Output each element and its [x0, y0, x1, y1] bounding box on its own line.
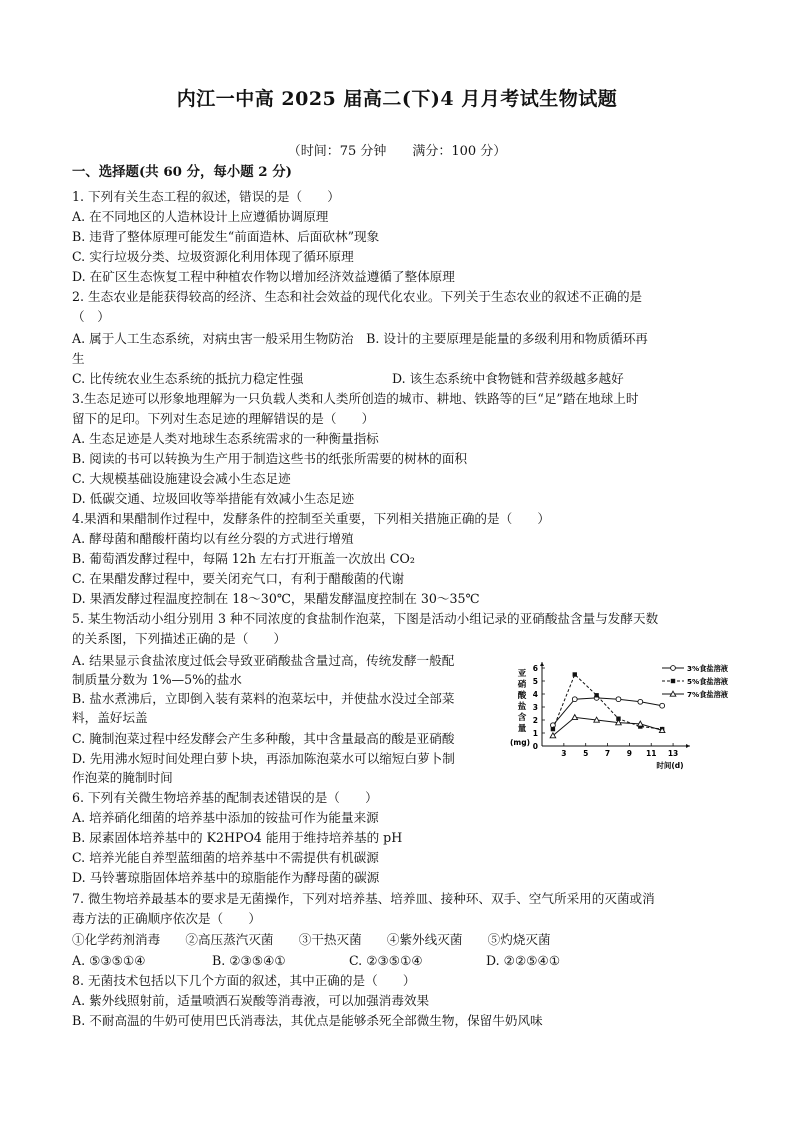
q4-option-a: A. 酵母菌和醋酸杆菌均以有丝分裂的方式进行增殖 — [72, 531, 354, 546]
q2-stem: 2. 生态农业是能获得较高的经济、生态和社会效益的现代化农业。下列关于生态农业的叙述不正确的是 — [72, 289, 643, 304]
y-tick-label: 2 — [532, 716, 538, 725]
q7-stem-cont: 毒方法的正确顺序依次是（ ） — [72, 911, 261, 926]
y-axis-label-4: 盐 — [517, 702, 527, 712]
q8-option-a: A. 紫外线照射前，适量喷洒石炭酸等消毒液，可以加强消毒效果 — [72, 993, 430, 1008]
legend-marker — [671, 679, 675, 683]
q2-option-ab-cont: 生 — [72, 351, 85, 366]
x-tick-label: 11 — [646, 749, 657, 758]
q4-option-d: D. 果酒发酵过程温度控制在 18～30℃，果醋发酵温度控制在 30～35℃ — [72, 591, 480, 606]
y-tick-label: 1 — [532, 729, 538, 738]
x-tick-label: 5 — [583, 749, 589, 758]
y-tick-label: 0 — [532, 742, 538, 751]
exam-info: （时间：75 分钟 满分：100 分） — [287, 144, 507, 159]
q6-option-d: D. 马铃薯琼脂固体培养基中的琼脂能作为酵母菌的碳源 — [72, 870, 380, 885]
section-heading: 一、选择题(共 60 分，每小题 2 分) — [72, 164, 292, 180]
y-axis-arrow — [540, 662, 544, 666]
q3-option-b: B. 阅读的书可以转换为生产用于制造这些书的纸张所需要的树林的面积 — [72, 451, 468, 466]
q2-option-ab: A. 属于人工生态系统，对病虫害一般采用生物防治 B. 设计的主要原理是能量的多级利用和物质循环再 — [72, 331, 648, 346]
q3-stem-cont: 留下的足印。下列对生态足迹的理解错误的是（ ） — [72, 411, 375, 426]
y-axis-label-5: 含 — [517, 713, 527, 723]
legend-label: 7%食盐溶液 — [687, 690, 728, 699]
y-axis-label-2: 硝 — [517, 680, 527, 690]
q1-option-b: B. 违背了整体原理可能发生“前面造林、后面砍林”现象 — [72, 229, 380, 244]
q1-option-c: C. 实行垃圾分类、垃圾资源化利用体现了循环原理 — [72, 249, 354, 264]
y-tick-label: 5 — [532, 677, 538, 686]
q5-option-d-cont: 作泡菜的腌制时间 — [72, 770, 173, 785]
data-point — [572, 697, 577, 702]
q5-stem-cont: 的关系图，下列描述正确的是（ ） — [72, 631, 287, 646]
q8-option-b: B. 不耐高温的牛奶可使用巴氏消毒法，其优点是能够杀死全部微生物，保留牛奶风味 — [72, 1013, 543, 1028]
data-point — [572, 715, 578, 720]
nitrite-line-chart — [509, 656, 744, 776]
data-point — [551, 723, 556, 728]
q3-option-c: C. 大规模基础设施建设会减小生态足迹 — [72, 471, 291, 486]
q1-option-d: D. 在矿区生态恢复工程中种植农作物以增加经济效益遵循了整体原理 — [72, 269, 455, 284]
q6-stem: 6. 下列有关微生物培养基的配制表述错误的是（ ） — [72, 790, 378, 805]
data-point — [638, 699, 643, 704]
x-tick-label: 3 — [561, 749, 567, 758]
q5-stem: 5. 某生物活动小组分别用 3 种不同浓度的食盐制作泡菜，下图是活动小组记录的亚硝酸盐含量与发酵天数 — [72, 611, 659, 626]
y-axis-label-6: 量 — [517, 724, 527, 734]
q5-option-a: A. 结果显示食盐浓度过低会导致亚硝酸盐含量过高，传统发酵一般配 — [72, 653, 455, 668]
data-point — [551, 727, 555, 731]
y-axis-label-3: 酸 — [517, 691, 527, 701]
q8-stem: 8. 无菌技术包括以下几个方面的叙述，其中正确的是（ ） — [72, 973, 416, 988]
data-point — [573, 672, 577, 676]
data-point — [616, 697, 621, 702]
y-tick-label: 3 — [532, 703, 538, 712]
q7-option-b: B. ②③⑤④① — [212, 953, 286, 968]
q4-stem: 4.果酒和果醋制作过程中，发酵条件的控制至关重要，下列相关措施正确的是（ ） — [72, 511, 550, 526]
q5-option-b-cont: 料，盖好坛盖 — [72, 710, 148, 725]
x-tick-label: 9 — [626, 749, 632, 758]
x-tick-label: 13 — [667, 749, 679, 758]
q5-option-b: B. 盐水煮沸后，立即倒入装有菜料的泡菜坛中，并使盐水没过全部菜 — [72, 691, 455, 706]
page-title: 内江一中高 2025 届高二(下)4 月月考试生物试题 — [176, 88, 618, 110]
q7-option-a: A. ⑤③⑤①④ — [72, 953, 146, 968]
x-axis-label: 时间(d) — [656, 761, 684, 770]
legend-label: 5%食盐溶液 — [687, 677, 728, 686]
series-line-3 — [553, 717, 662, 735]
y-tick-label: 6 — [532, 664, 538, 673]
q6-option-c: C. 培养光能自养型蓝细菌的培养基中不需提供有机碳源 — [72, 850, 379, 865]
q4-option-c: C. 在果醋发酵过程中，要关闭充气口，有利于醋酸菌的代谢 — [72, 571, 405, 586]
q3-stem: 3.生态足迹可以形象地理解为一只负载人类和人类所创造的城市、耕地、铁路等的巨“足”踏在地球上时 — [72, 391, 639, 406]
q7-option-c: C. ②③⑤①④ — [349, 953, 423, 968]
x-tick-label: 7 — [604, 749, 611, 758]
q3-option-d: D. 低碳交通、垃圾回收等举措能有效减小生态足迹 — [72, 491, 355, 506]
q5-option-d: D. 先用沸水短时间处理白萝卜块，再添加陈泡菜水可以缩短白萝卜制 — [72, 751, 455, 766]
data-point — [594, 693, 598, 697]
data-point — [660, 703, 665, 708]
q7-stem: 7. 微生物培养最基本的要求是无菌操作，下列对培养基、培养皿、接种环、双手、空气所采用的灭菌或消 — [72, 891, 655, 906]
q2-option-d: D. 该生态系统中食物链和营养级越多越好 — [392, 371, 624, 386]
q2-stem-cont: （ ） — [72, 309, 110, 324]
q5-option-c: C. 腌制泡菜过程中经发酵会产生多种酸，其中含量最高的酸是亚硝酸 — [72, 731, 455, 746]
q7-methods: ①化学药剂消毒 ②高压蒸汽灭菌 ③干热灭菌 ④紫外线灭菌 ⑤灼烧灭菌 — [72, 932, 551, 947]
y-tick-label: 4 — [532, 690, 538, 699]
y-axis-unit: (mg) — [509, 738, 531, 747]
q7-option-d: D. ②②⑤④① — [486, 953, 561, 968]
q2-option-c: C. 比传统农业生态系统的抵抗力稳定性强 — [72, 371, 304, 386]
q4-option-b: B. 葡萄酒发酵过程中，每隔 12h 左右打开瓶盖一次放出 CO₂ — [72, 551, 415, 566]
q1-stem: 1. 下列有关生态工程的叙述，错误的是（ ） — [72, 189, 340, 204]
q6-option-a: A. 培养硝化细菌的培养基中添加的铵盐可作为能量来源 — [72, 810, 379, 825]
legend-marker — [671, 666, 676, 671]
q6-option-b: B. 尿素固体培养基中的 K2HPO4 能用于维持培养基的 pH — [72, 830, 403, 845]
q5-option-a-cont: 制质量分数为 1%—5%的盐水 — [72, 672, 242, 687]
q1-option-a: A. 在不同地区的人造林设计上应遵循协调原理 — [72, 209, 329, 224]
q3-option-a: A. 生态足迹是人类对地球生态系统需求的一种衡量指标 — [72, 431, 379, 446]
x-axis-arrow — [686, 744, 690, 748]
legend-label: 3%食盐溶液 — [687, 664, 728, 673]
y-axis-label-1: 亚 — [517, 669, 527, 679]
